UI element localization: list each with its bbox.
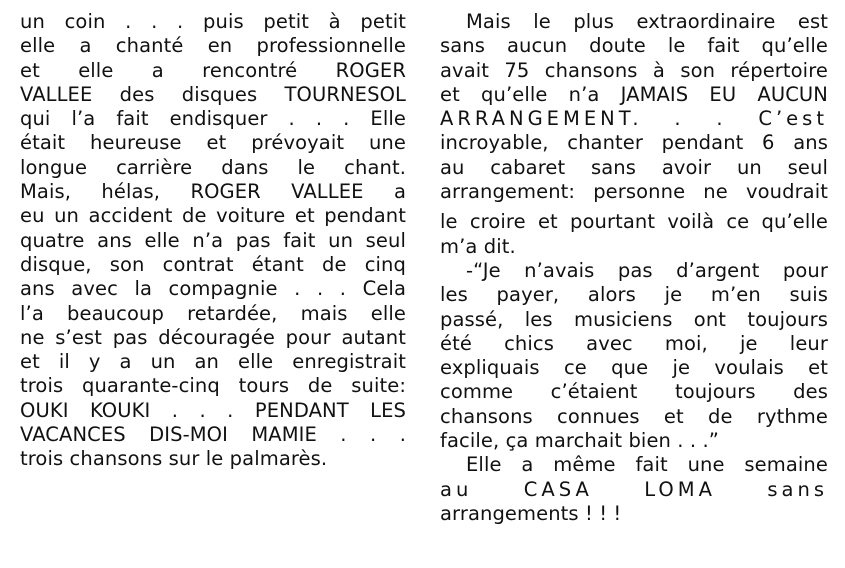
text-line: disque, son contrat étant de cinq [20, 252, 406, 276]
text-line: et qu’elle n’a JAMAIS EU AUCUN [440, 82, 828, 106]
text-line: trois chansons sur le palmarès. [20, 447, 328, 471]
text-line: eu un accident de voiture et pendant [20, 204, 406, 228]
text-line: Mais, hélas, ROGER VALLEE a [20, 180, 406, 204]
text-line: facile, ça marchait bien . . .” [440, 429, 720, 453]
text-line: Mais le plus extraordinaire est [466, 10, 828, 33]
text-line: OUKI KOUKI . . . PENDANT LES [20, 398, 406, 422]
text-line: elle a chanté en professionnelle [20, 34, 406, 58]
text-line: VALLEE des disques TOURNESOL [20, 82, 406, 106]
text-line: comme c’étaient toujours des [440, 380, 828, 404]
text-line: -“Je n’avais pas d’argent pour [466, 258, 828, 282]
text-line: Elle a même fait une semaine [466, 453, 828, 477]
text-line: trois quarante-cinq tours de suite: [20, 374, 406, 398]
left-text-column [20, 10, 406, 472]
text-line: le croire et pourtant voilà ce qu’elle [440, 210, 828, 234]
text-line: chansons connues et de rythme [440, 404, 828, 428]
right-text-column [440, 10, 828, 526]
text-line: au CASA LOMA sans [440, 477, 828, 501]
text-line: avait 75 chansons à son répertoire [440, 58, 828, 82]
text-line: passé, les musiciens ont toujours [440, 307, 828, 331]
text-line: longue carrière dans le chant. [20, 155, 406, 179]
text-line: ARRANGEMENT. . . C’est [440, 107, 828, 131]
text-line: ans avec la compagnie . . . Cela [20, 277, 406, 301]
text-line: qui l’a fait endisquer . . . Elle [20, 107, 406, 131]
text-line: les payer, alors je m’en suis [440, 283, 828, 307]
text-line: arrangement: personne ne voudrait [440, 180, 828, 204]
text-line: VACANCES DIS-MOI MAMIE . . . [20, 423, 406, 447]
text-line: sans aucun doute le fait qu’elle [440, 34, 828, 58]
text-line: été chics avec moi, je leur [440, 331, 828, 355]
text-line: arrangements ! ! ! [440, 501, 622, 525]
text-line: l’a beaucoup retardée, mais elle [20, 301, 406, 325]
text-line: ne s’est pas découragée pour autant [20, 325, 406, 349]
text-line: quatre ans elle n’a pas fait un seul [20, 228, 406, 252]
text-line: incroyable, chanter pendant 6 ans [440, 131, 828, 155]
text-line: était heureuse et prévoyait une [20, 131, 406, 155]
text-line: au cabaret sans avoir un seul [440, 155, 828, 179]
text-line: expliquais ce que je voulais et [440, 356, 828, 380]
text-line: et elle a rencontré ROGER [20, 58, 406, 82]
text-line: m’a dit. [440, 234, 516, 258]
text-line: et il y a un an elle enregistrait [20, 350, 406, 374]
text-line: un coin . . . puis petit à petit [20, 10, 406, 33]
